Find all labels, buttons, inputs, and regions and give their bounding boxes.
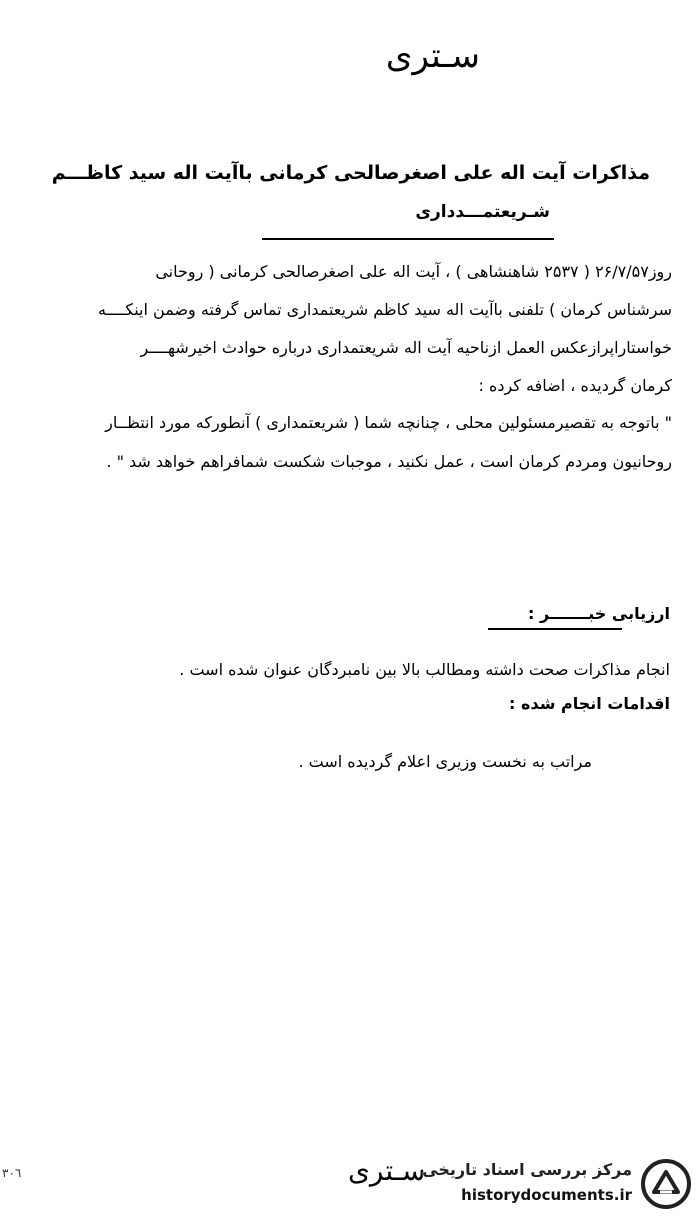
body-line: " باتوجه به تقصیرمسئولین محلی ، چنانچه شما ( شریعتمداری ) آنطورکه مورد انتظــار bbox=[105, 413, 672, 432]
page-mark: ۳۰٦ bbox=[2, 1166, 22, 1180]
classification-stamp-top: سـتری bbox=[385, 36, 480, 76]
evaluation-heading: ارزیابی خبـــــــر : bbox=[528, 604, 670, 623]
document-title-line-2: شـریعتمـــدداری bbox=[415, 202, 550, 222]
body-line: سرشناس کرمان ) تلفنی باآیت اله سید کاظم شریعتمداری تماس گرفته وضمن اینکــــه bbox=[98, 300, 672, 319]
body-line: خواستاراپرازعکس العمل ازناحیه آیت اله شریعتمداری درباره حوادث اخیرشهــــر bbox=[140, 338, 672, 357]
body-line: روز۲۶/۷/۵۷ ( ۲۵۳۷ شاهنشاهی ) ، آیت اله علی اصغرصالحی کرمانی ( روحانی bbox=[155, 262, 672, 281]
body-line: کرمان گردیده ، اضافه کرده : bbox=[478, 376, 672, 395]
evaluation-text: انجام مذاکرات صحت داشته ومطالب بالا بین نامبردگان عنوان شده است . bbox=[179, 660, 670, 679]
archive-name: مرکز بررسی اسناد تاریخی bbox=[422, 1160, 632, 1179]
archive-watermark bbox=[362, 1156, 692, 1216]
document-title-line-1: مذاکرات آیت اله علی اصغرصالحی کرمانی باآیت اله سید کاظـــم bbox=[51, 162, 650, 184]
evaluation-underline bbox=[488, 628, 622, 630]
actions-heading: اقدامات انجام شده : bbox=[509, 694, 670, 713]
body-line: روحانیون ومردم کرمان است ، عمل نکنید ، موجبات شکست شمافراهم خواهد شد " . bbox=[106, 452, 672, 471]
title-underline bbox=[262, 238, 554, 240]
classification-stamp-bottom: سـتری bbox=[348, 1154, 426, 1187]
actions-text: مراتب به نخست وزیری اعلام گردیده است . bbox=[298, 752, 592, 771]
archive-url: historydocuments.ir bbox=[461, 1186, 632, 1204]
archive-logo-icon bbox=[640, 1158, 692, 1210]
